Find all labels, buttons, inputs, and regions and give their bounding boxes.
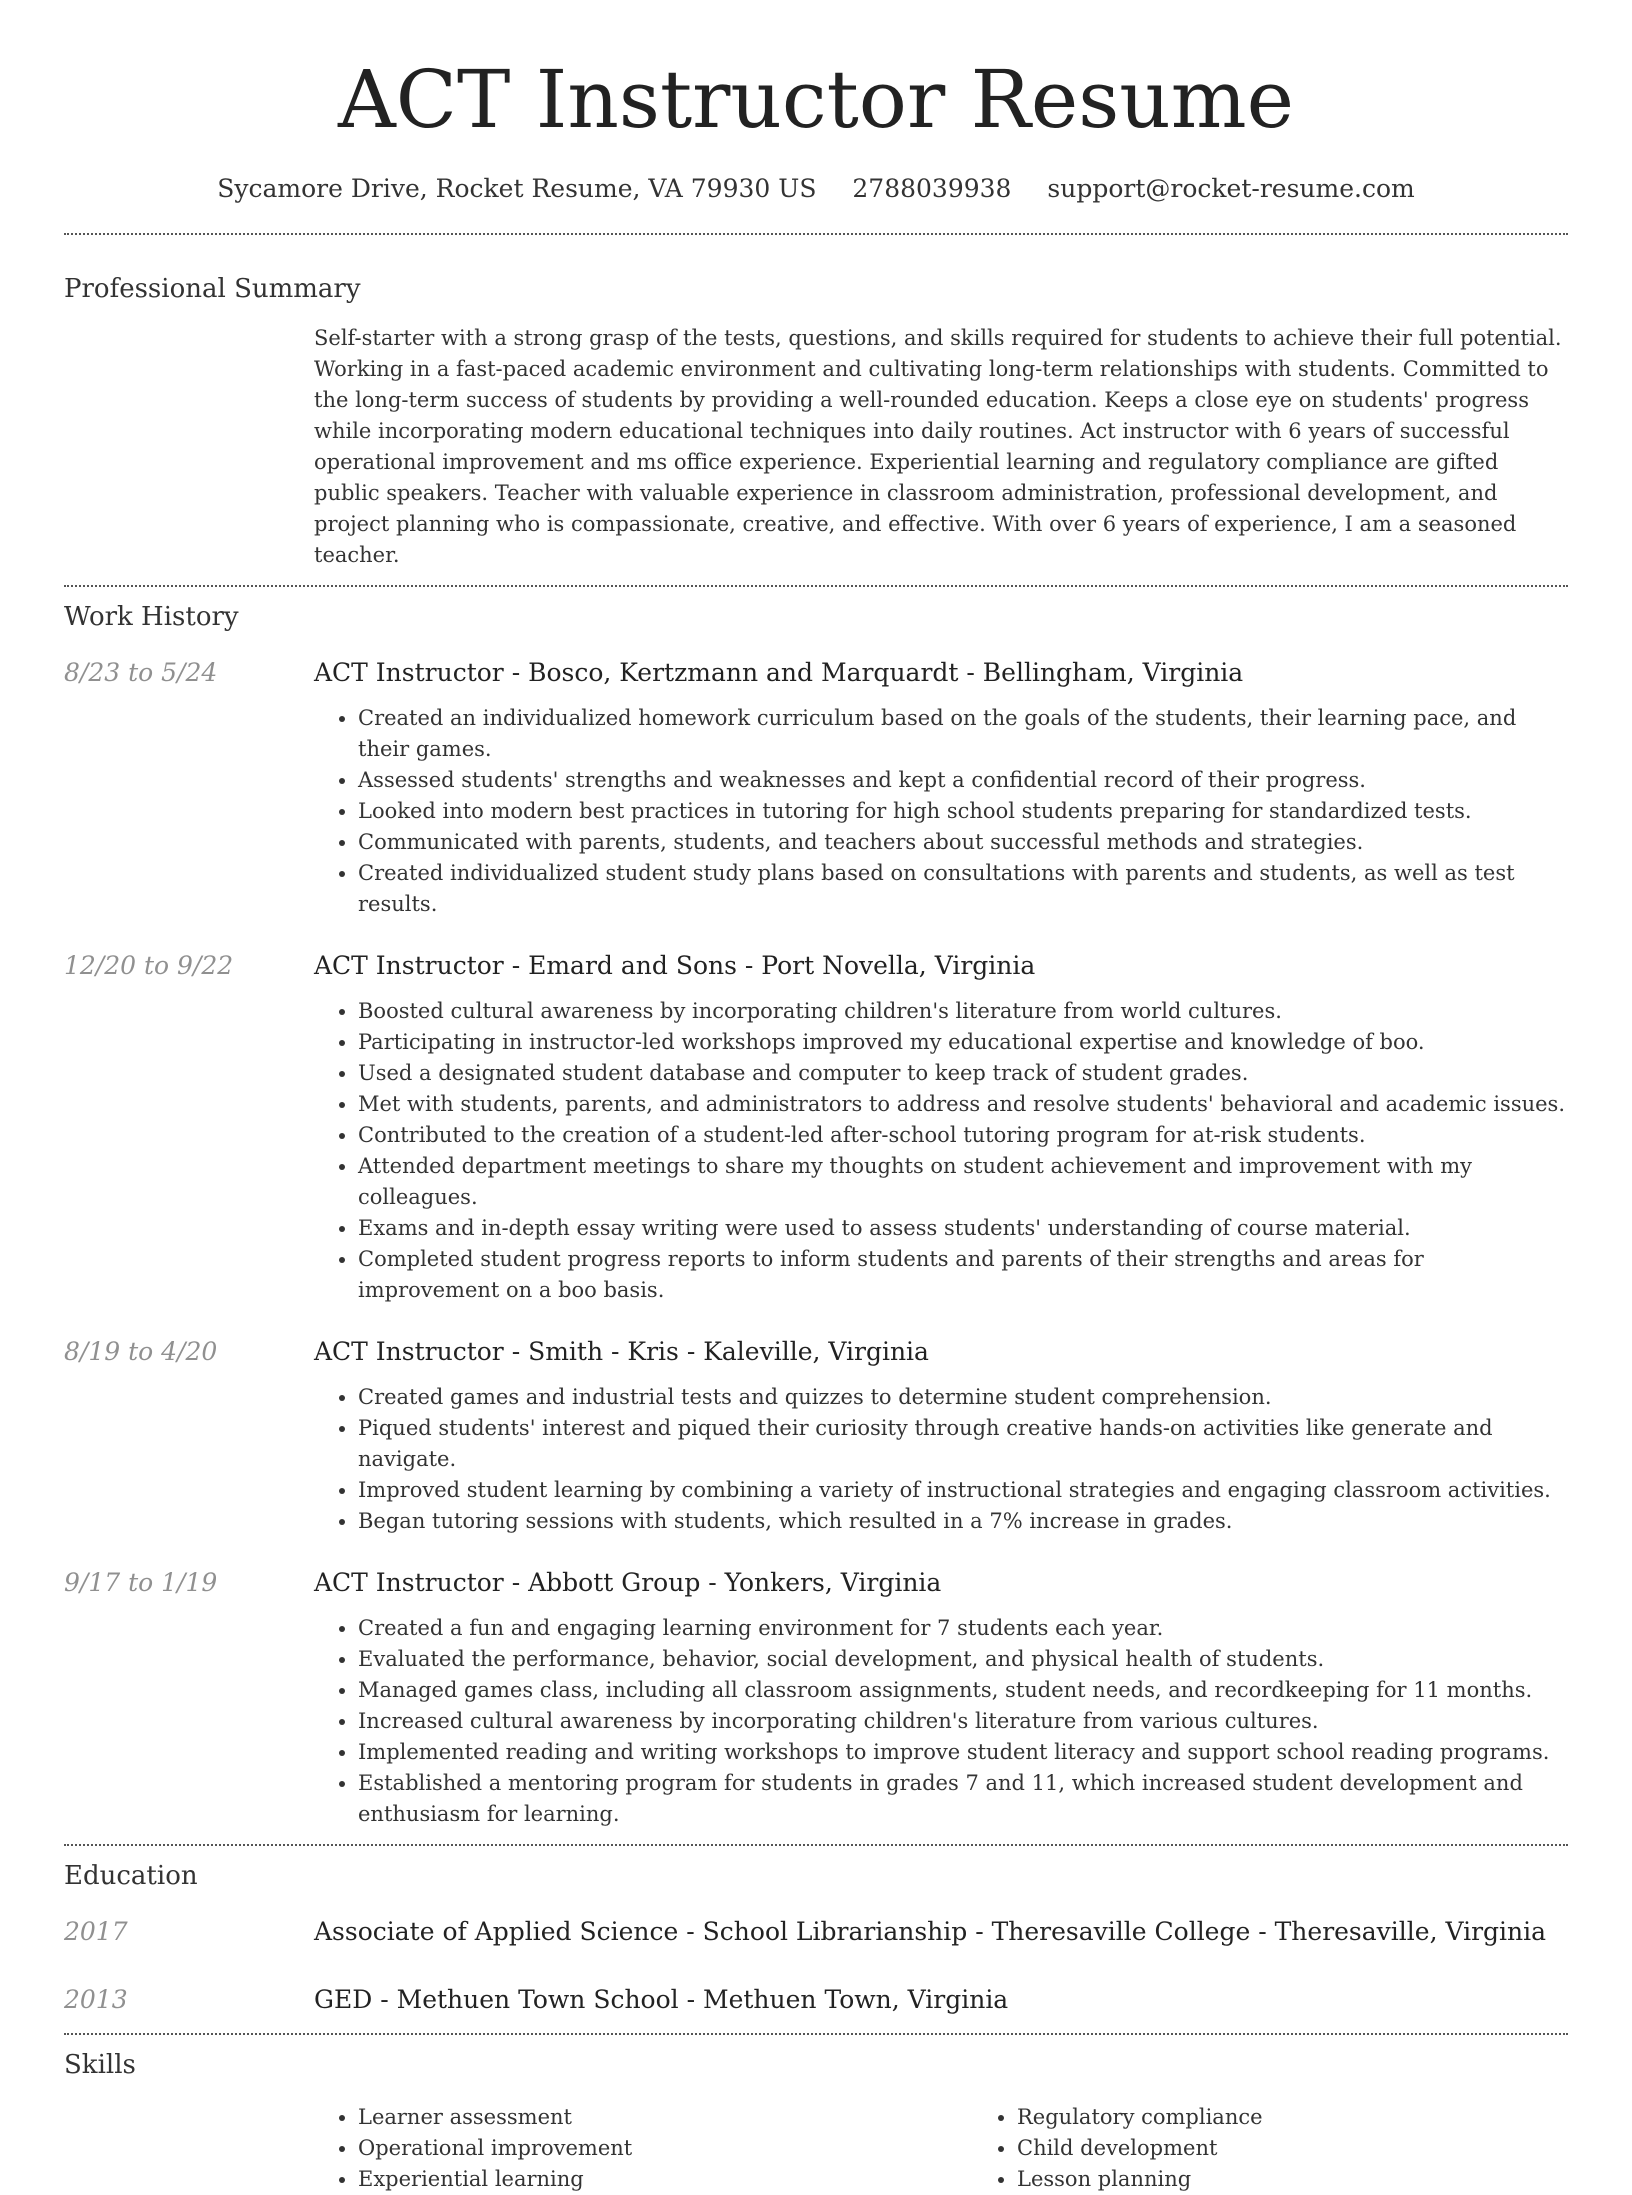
job-entry — [64, 656, 1568, 920]
education-entry — [64, 1983, 1568, 2017]
bullet-item: • Created individualized student study plans based on consultations with parents and students, as well as test results. — [358, 858, 1568, 920]
education-year: 2017 — [64, 1917, 128, 1946]
education-text: Associate of Applied Science - School Librarianship - Theresaville College - Theresaville, Virginia — [314, 1917, 1547, 1946]
divider — [64, 585, 1568, 587]
bullet-item: • Exams and in-depth essay writing were used to assess students' understanding of course material. — [358, 1213, 1568, 1244]
bullet-item: • Improved student learning by combining a variety of instructional strategies and engaging classroom activities. — [358, 1475, 1568, 1506]
bullet-item: • Evaluated the performance, behavior, social development, and physical health of students. — [358, 1644, 1568, 1675]
bullet-item: • Looked into modern best practices in tutoring for high school students preparing for standardized tests. — [358, 796, 1568, 827]
section-title-skills: Skills — [64, 2050, 136, 2080]
job-title: ACT Instructor - Emard and Sons - Port Novella, Virginia — [314, 951, 1036, 980]
bullet-item: • Created a fun and engaging learning environment for 7 students each year. — [358, 1613, 1568, 1644]
job-bullets — [314, 1382, 1568, 1537]
skill-item: • Learner assessment — [358, 2102, 973, 2133]
education-text: GED - Methuen Town School - Methuen Town, Virginia — [314, 1985, 1009, 2014]
skill-item: • Regulatory compliance — [1017, 2102, 1632, 2133]
job-title: ACT Instructor - Bosco, Kertzmann and Marquardt - Bellingham, Virginia — [314, 658, 1244, 687]
section-title-summary: Professional Summary — [64, 274, 361, 304]
bullet-item: • Piqued students' interest and piqued their curiosity through creative hands-on activities like generate and navigate. — [358, 1413, 1568, 1475]
skill-item: • Lesson planning — [1017, 2164, 1632, 2195]
bullet-item: • Participating in instructor-led workshops improved my educational expertise and knowledge of boo. — [358, 1027, 1568, 1058]
job-bullets — [314, 703, 1568, 920]
contact-phone: 2788039938 — [852, 174, 1012, 203]
job-title: ACT Instructor - Smith - Kris - Kaleville, Virginia — [314, 1337, 929, 1366]
bullet-item: • Managed games class, including all classroom assignments, student needs, and recordkeeping for 11 months. — [358, 1675, 1568, 1706]
section-title-work: Work History — [64, 602, 239, 632]
contact-line — [64, 172, 1568, 206]
skill-item: • Operational improvement — [358, 2133, 973, 2164]
job-entry — [64, 949, 1568, 1306]
job-entry — [64, 1566, 1568, 1830]
job-dates: 12/20 to 9/22 — [64, 951, 234, 980]
bullet-item: • Began tutoring sessions with students, which resulted in a 7% increase in grades. — [358, 1506, 1568, 1537]
contact-address: Sycamore Drive, Rocket Resume, VA 79930 US — [217, 174, 817, 203]
job-entry — [64, 1335, 1568, 1537]
divider — [64, 2033, 1568, 2035]
page-title: ACT Instructor Resume — [337, 53, 1294, 146]
section-title-education: Education — [64, 1861, 198, 1891]
bullet-item: • Contributed to the creation of a student-led after-school tutoring program for at-risk students. — [358, 1120, 1568, 1151]
bullet-item: • Increased cultural awareness by incorporating children's literature from various cultures. — [358, 1706, 1568, 1737]
job-dates: 8/23 to 5/24 — [64, 658, 218, 687]
divider — [64, 233, 1568, 235]
job-bullets — [314, 1613, 1568, 1830]
bullet-item: • Attended department meetings to share my thoughts on student achievement and improvement with my colleagues. — [358, 1151, 1568, 1213]
bullet-item: • Used a designated student database and computer to keep track of student grades. — [358, 1058, 1568, 1089]
job-title: ACT Instructor - Abbott Group - Yonkers, Virginia — [314, 1568, 942, 1597]
job-dates: 8/19 to 4/20 — [64, 1337, 218, 1366]
skills-list — [314, 2102, 1632, 2195]
bullet-item: • Implemented reading and writing workshops to improve student literacy and support school reading programs. — [358, 1737, 1568, 1768]
bullet-item: • Created an individualized homework curriculum based on the goals of the students, their learning pace, and their games. — [358, 703, 1568, 765]
contact-email: support@rocket-resume.com — [1047, 174, 1415, 203]
bullet-item: • Established a mentoring program for students in grades 7 and 11, which increased student development and enthusiasm for learning. — [358, 1768, 1568, 1830]
skill-item: • Child development — [1017, 2133, 1632, 2164]
bullet-item: • Assessed students' strengths and weaknesses and kept a confidential record of their progress. — [358, 765, 1568, 796]
divider — [64, 1844, 1568, 1846]
skill-item: • Experiential learning — [358, 2164, 973, 2195]
education-year: 2013 — [64, 1985, 128, 2014]
education-entry — [64, 1915, 1568, 1949]
skills-column-left — [314, 2102, 973, 2195]
bullet-item: • Communicated with parents, students, and teachers about successful methods and strategies. — [358, 827, 1568, 858]
bullet-item: • Created games and industrial tests and quizzes to determine student comprehension. — [358, 1382, 1568, 1413]
bullet-item: • Boosted cultural awareness by incorporating children's literature from world cultures. — [358, 996, 1568, 1027]
skills-column-right — [973, 2102, 1632, 2195]
bullet-item: • Completed student progress reports to inform students and parents of their strengths and areas for improvement on a boo basis. — [358, 1244, 1568, 1306]
bullet-item: • Met with students, parents, and administrators to address and resolve students' behavioral and academic issues. — [358, 1089, 1568, 1120]
job-dates: 9/17 to 1/19 — [64, 1568, 218, 1597]
summary-text: Self-starter with a strong grasp of the tests, questions, and skills required for students to achieve their full potential. Working in a fast-paced academic environment and cultivating long-term relationships with students. Committed to the long-term success of students by providing a well-rounded education. Keeps a close eye on students' progress while incorporating modern educational techniques into daily routines. Act instructor with 6 years of successful operational improvement and ms office experience. Experiential learning and regulatory compliance are gifted public speakers. Teacher with valuable experience in classroom administration, professional development, and project planning who is compassionate, creative, and effective. With over 6 years of experience, I am a seasoned teacher. — [314, 326, 1562, 567]
resume-page — [64, 0, 1568, 2195]
job-bullets — [314, 996, 1568, 1306]
